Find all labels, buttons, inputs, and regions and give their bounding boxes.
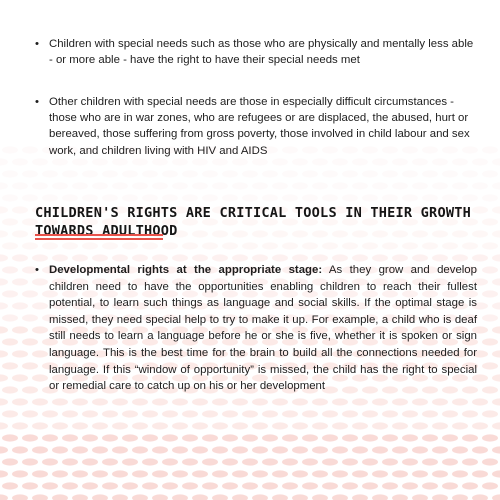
bullet-icon: • xyxy=(35,264,39,276)
bullet-item-developmental-rights xyxy=(35,262,477,395)
bullet-body: As they grow and develop children need to have the opportunities enabling children to reach their fullest potential, to learn such things as language and social skills. If the optimal stage is missed, they need special help to try to make it up. For example, a child who is deaf still needs to learn a language before he or she is five, whether it is spoken or sign language. This is the best time for the brain to build all the connections needed for language. If this “window of opportunity” is missed, the child has the right to special or remedial care to catch up on his or her development xyxy=(49,264,477,393)
bullet-item-difficult-circumstances xyxy=(35,94,477,159)
bullet-icon: • xyxy=(35,96,39,108)
bullet-icon: • xyxy=(35,38,39,50)
section-heading: CHILDREN'S RIGHTS ARE CRITICAL TOOLS IN THEIR GROWTH TOWARDS ADULTHOOD xyxy=(35,205,471,239)
bullet-text: Children with special needs such as those who are physically and mentally less able - or more able - have the right to have their special needs met xyxy=(49,38,474,67)
bullet-text xyxy=(49,262,477,395)
heading-underline-rule xyxy=(35,234,163,236)
bullet-item-special-needs xyxy=(35,36,477,68)
heading-underline-rule xyxy=(35,238,163,240)
bullet-text: Other children with special needs are those in especially difficult circumstances - those who are in war zones, who are refugees or are displaced, the abused, hurt or bereaved, those suffering from gross poverty, those involved in child labour and sex work, and children living with HIV and AIDS xyxy=(49,96,470,157)
bullet-lead-in: Developmental rights at the appropriate stage: xyxy=(49,264,323,276)
